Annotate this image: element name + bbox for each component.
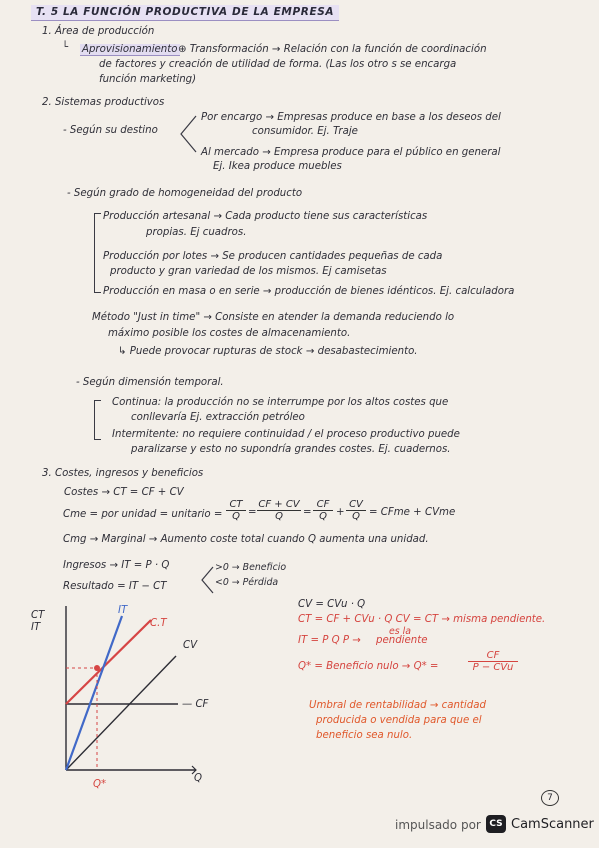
graph-qstar-label: Q*: [93, 779, 107, 790]
continua-line-1: Continua: la producción no se interrumpe por los altos costes que: [112, 397, 449, 408]
cme-fraction-1-den: Q: [226, 510, 246, 522]
resultado-brace-icon: [199, 565, 215, 595]
beneficio-line: >0 → Beneficio: [215, 562, 287, 573]
lotes-line-2: producto y gran variedad de los mismos. Ej camisetas: [110, 266, 387, 277]
graph-y-label-ct: CT: [31, 610, 45, 621]
section-3-heading: 3. Costes, ingresos y beneficios: [42, 468, 204, 479]
cme-fraction-3: [313, 499, 333, 522]
umbral-line-2: producida o vendida para que el: [316, 715, 482, 726]
intermitente-line-2: paralizarse y esto no supondría grandes costes. Ej. cuadernos.: [131, 444, 451, 455]
ingresos-line: Ingresos → IT = P · Q: [63, 560, 170, 571]
jit-line-1: Método "Just in time" → Consiste en atender la demanda reduciendo lo: [92, 312, 455, 323]
qstar-fraction: [468, 650, 518, 673]
cv-line: [66, 656, 176, 770]
artesanal-line-2: propias. Ej cuadros.: [146, 227, 247, 238]
costes-formula: Costes → CT = CF + CV: [64, 487, 184, 498]
section-1-heading: 1. Área de producción: [42, 26, 155, 37]
note-it-pendiente: pendiente: [376, 635, 428, 646]
cme-fraction-4: [346, 499, 366, 522]
lotes-line-1: Producción por lotes → Se producen cantidades pequeñas de cada: [103, 251, 443, 262]
mercado-line-2: Ej. Ikea produce muebles: [213, 161, 342, 172]
aprovisionamiento-term: Aprovisionamiento: [82, 44, 178, 55]
jit-line-2: máximo posible los costes de almacenamiento.: [108, 328, 351, 339]
cme-fraction-1: [226, 499, 246, 522]
section-2-heading: 2. Sistemas productivos: [42, 97, 165, 108]
ct-line: [66, 620, 151, 704]
temporal-brace: [94, 400, 95, 440]
plus-sign: +: [336, 507, 345, 518]
cme-fraction-2-den: Q: [257, 510, 301, 522]
graph-y-label-it: IT: [31, 622, 41, 633]
intermitente-line-1: Intermitente: no requiere continuidad / el proceso productivo puede: [112, 429, 460, 440]
encargo-line-2: consumidor. Ej. Traje: [252, 126, 358, 137]
cme-fraction-3-num: CF: [316, 499, 330, 510]
graph-x-label: Q: [194, 773, 203, 784]
footer-prefix: impulsado por: [395, 818, 481, 832]
cme-fraction-4-num: CV: [349, 499, 363, 510]
note-ct: CT = CF + CVu · Q CV = CT → misma pendiente.: [298, 614, 546, 625]
homogeneidad-label: - Según grado de homogeneidad del producto: [67, 188, 303, 199]
cme-tail: = CFme + CVme: [369, 507, 456, 518]
temporal-label: - Según dimensión temporal.: [76, 377, 224, 388]
qstar-fraction-num: CF: [486, 650, 500, 661]
destino-label: - Según su destino: [63, 125, 158, 136]
it-line: [66, 616, 122, 770]
transformacion-line: ⊕ Transformación → Relación con la función de coordinación: [178, 44, 487, 55]
section-1-line-3: función marketing): [99, 74, 197, 85]
cme-fraction-3-den: Q: [313, 510, 333, 522]
perdida-line: <0 → Pérdida: [215, 577, 279, 588]
equals-sign-2: =: [303, 507, 312, 518]
cme-fraction-2: [257, 499, 301, 522]
qstar-fraction-den: P − CVu: [468, 661, 518, 673]
graph-cf-label: — CF: [182, 699, 209, 710]
cme-fraction-1-num: CT: [229, 499, 243, 510]
jit-line-3: ↳ Puede provocar rupturas de stock → desabastecimiento.: [118, 346, 418, 357]
encargo-line-1: Por encargo → Empresas produce en base a los deseos del: [201, 112, 501, 123]
note-it: IT = P Q P →: [298, 635, 361, 646]
note-cv: CV = CVu · Q: [298, 599, 366, 610]
hook-arrow: └: [62, 42, 69, 53]
umbral-line-1: Umbral de rentabilidad → cantidad: [309, 700, 486, 711]
note-it-es-la: es la: [389, 626, 411, 637]
page-title: T. 5 LA FUNCIÓN PRODUCTIVA DE LA EMPRESA: [31, 5, 339, 21]
camscanner-logo-icon: CS: [486, 815, 506, 833]
graph-it-label: IT: [118, 605, 128, 616]
cme-fraction-4-den: Q: [346, 510, 366, 522]
section-1-line-2: de factores y creación de utilidad de forma. (Las los otro s se encarga: [99, 59, 457, 70]
graph-ct-label: C.T: [150, 618, 167, 629]
continua-line-2: conllevaría Ej. extracción petróleo: [131, 412, 305, 423]
camscanner-brand: CamScanner: [511, 817, 594, 832]
destino-brace-icon: [178, 114, 198, 154]
umbral-line-3: beneficio sea nulo.: [316, 730, 413, 741]
note-qstar: Q* = Beneficio nulo → Q* =: [298, 661, 439, 672]
graph-cv-label: CV: [183, 640, 198, 651]
breakeven-point: [94, 665, 100, 671]
cme-label: Cme = por unidad = unitario =: [63, 509, 223, 520]
resultado-line: Resultado = IT − CT: [63, 581, 167, 592]
equals-sign-1: =: [248, 507, 257, 518]
artesanal-line-1: Producción artesanal → Cada producto tiene sus características: [103, 211, 428, 222]
mercado-line-1: Al mercado → Empresa produce para el público en general: [201, 147, 501, 158]
cme-fraction-2-num: CF + CV: [258, 499, 300, 510]
cmg-line: Cmg → Marginal → Aumento coste total cuando Q aumenta una unidad.: [63, 534, 429, 545]
page-number: 7: [541, 790, 559, 806]
homogeneidad-brace: [94, 213, 95, 293]
masa-line: Producción en masa o en serie → producción de bienes idénticos. Ej. calculadora: [103, 286, 515, 297]
